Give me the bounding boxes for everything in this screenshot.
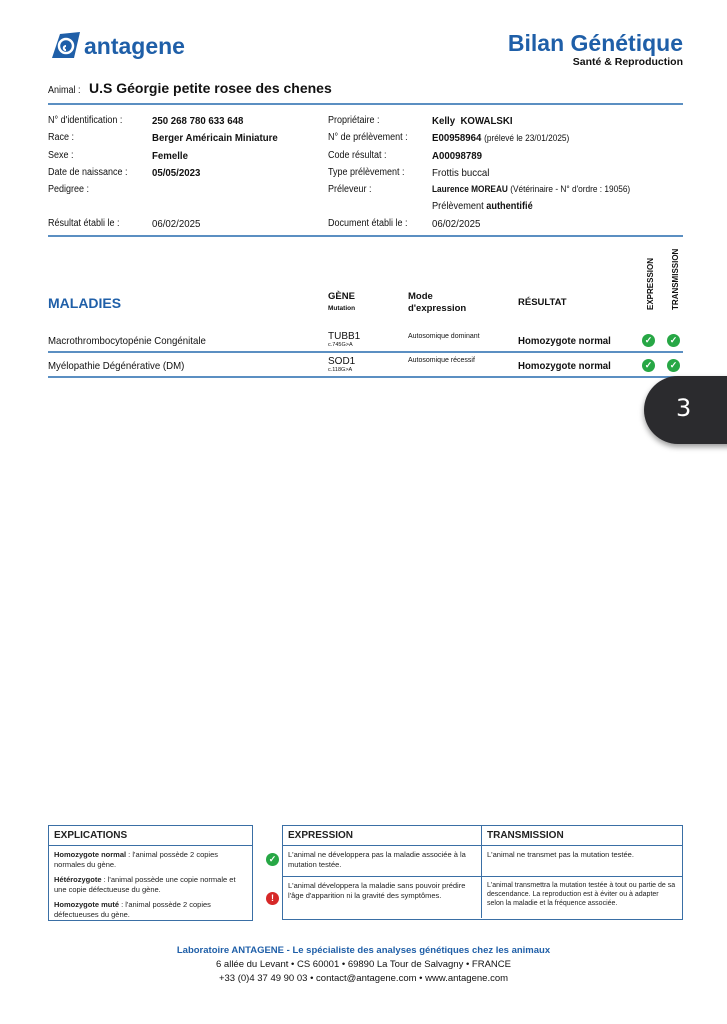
expression-transmission-box <box>282 825 683 920</box>
page-number-badge[interactable] <box>644 376 727 444</box>
transmission-title: TRANSMISSION <box>487 830 564 841</box>
sample-label: N° de prélèvement : <box>328 132 408 143</box>
owner-value: Kelly KOWALSKI <box>432 115 513 127</box>
race-value: Berger Américain Miniature <box>152 132 278 144</box>
type-label: Type prélèvement : <box>328 167 405 178</box>
divider <box>48 376 683 378</box>
page-number: 3 <box>676 394 692 422</box>
authenticated <box>432 201 533 212</box>
owner-label: Propriétaire : <box>328 115 380 126</box>
auth-value: authentifié <box>486 201 533 212</box>
doc-date-label: Document établi le : <box>328 218 408 229</box>
transmission-ok: L'animal ne transmet pas la mutation testée. <box>487 850 634 859</box>
animal-name: U.S Géorgie petite rosee des chenes <box>89 80 332 96</box>
code-label: Code résultat : <box>328 150 387 161</box>
dob-label: Date de naissance : <box>48 167 128 178</box>
result-date-value: 06/02/2025 <box>152 218 201 230</box>
definition: : l'animal possède 2 copies défectueuses du gène. <box>54 900 211 919</box>
check-icon: ✓ <box>667 359 680 372</box>
check-icon: ✓ <box>642 334 655 347</box>
doc-date-value: 06/02/2025 <box>432 218 481 230</box>
collector-note: (Vétérinaire - N° d'ordre : 19056) <box>510 184 631 194</box>
term: Homozygote normal <box>54 850 127 859</box>
check-icon: ✓ <box>642 359 655 372</box>
transmission-bad: L'animal transmettra la mutation testée à tout ou partie de sa descendance. La reproduction est à éviter ou à adapter selon la maladie et la fréquence associée. <box>487 882 676 907</box>
gene: TUBB1 <box>328 331 361 342</box>
explication-3 <box>54 900 247 920</box>
diseases-title: MALADIES <box>48 295 122 311</box>
sex-value: Femelle <box>152 150 188 162</box>
col-expression: EXPRESSION <box>646 257 655 310</box>
disease-name: Myélopathie Dégénérative (DM) <box>48 360 185 372</box>
col-mutation: Mutation <box>328 305 356 312</box>
mutation: c.745G>A <box>328 342 353 348</box>
check-icon: ✓ <box>667 334 680 347</box>
mutation: c.118G>A <box>328 367 353 373</box>
definition: : l'animal possède 2 copies normales du gène. <box>54 850 218 869</box>
collector-value <box>432 184 630 194</box>
col-mode: Mode <box>408 291 433 302</box>
dob-value: 05/05/2023 <box>152 167 201 179</box>
sample-note: (prélevé le 23/01/2025) <box>484 133 570 143</box>
id-value: 250 268 780 633 648 <box>152 115 244 127</box>
explication-1 <box>54 850 247 870</box>
check-icon: ✓ <box>266 853 279 866</box>
id-label: N° d'identification : <box>48 115 123 126</box>
sex-label: Sexe : <box>48 150 74 161</box>
col-gene: GÈNE <box>328 291 355 302</box>
footer-contact: +33 (0)4 37 49 90 03 • contact@antagene.com • www.antagene.com <box>218 973 509 984</box>
logo-text: antagene <box>84 32 185 59</box>
col-mode2: d'expression <box>408 303 467 314</box>
col-result: RÉSULTAT <box>518 297 567 308</box>
result-date-label: Résultat établi le : <box>48 218 120 229</box>
col-transmission: TRANSMISSION <box>671 248 680 310</box>
collector-name: Laurence MOREAU <box>432 184 508 194</box>
result: Homozygote normal <box>518 360 611 372</box>
collector-label: Préleveur : <box>328 184 372 195</box>
disease-name: Macrothrombocytopénie Congénitale <box>48 335 206 347</box>
page-title: Bilan Génétique <box>507 30 683 56</box>
sample-value <box>432 132 569 144</box>
divider <box>48 103 683 105</box>
footer-address: 6 allée du Levant • CS 60001 • 69890 La Tour de Salvagny • FRANCE <box>216 959 511 970</box>
expression-ok: L'animal ne développera pas la maladie associée à la mutation testée. <box>283 846 482 876</box>
type-value: Frottis buccal <box>432 167 490 179</box>
logo-icon <box>48 30 82 62</box>
animal-label: Animal : <box>48 85 81 96</box>
auth-prefix: Prélèvement <box>432 201 484 212</box>
term: Hétérozygote <box>54 875 102 884</box>
divider <box>48 235 683 237</box>
expression-title: EXPRESSION <box>283 826 482 846</box>
pedigree-label: Pedigree : <box>48 184 90 195</box>
page-subtitle: Santé & Reproduction <box>572 56 683 68</box>
warning-icon: ! <box>266 892 279 905</box>
mode: Autosomique dominant <box>408 333 480 340</box>
divider <box>48 351 683 353</box>
race-label: Race : <box>48 132 75 143</box>
result: Homozygote normal <box>518 335 611 347</box>
footer-tagline: Laboratoire ANTAGENE - Le spécialiste des analyses génétiques chez les animaux <box>176 945 551 956</box>
sample-number: E00958964 <box>432 132 482 144</box>
explications-title: EXPLICATIONS <box>49 826 252 846</box>
mode: Autosomique récessif <box>408 357 475 364</box>
expression-bad: L'animal développera la maladie sans pouvoir prédire l'âge d'apparition ni la gravité des symptômes. <box>283 877 482 918</box>
explications-box <box>48 825 253 921</box>
antagene-logo <box>48 30 185 62</box>
explication-2 <box>54 875 247 895</box>
definition: : l'animal possède une copie normale et une copie défectueuse du gène. <box>54 875 236 894</box>
code-value: A00098789 <box>432 150 482 162</box>
gene: SOD1 <box>328 356 356 367</box>
term: Homozygote muté <box>54 900 120 909</box>
